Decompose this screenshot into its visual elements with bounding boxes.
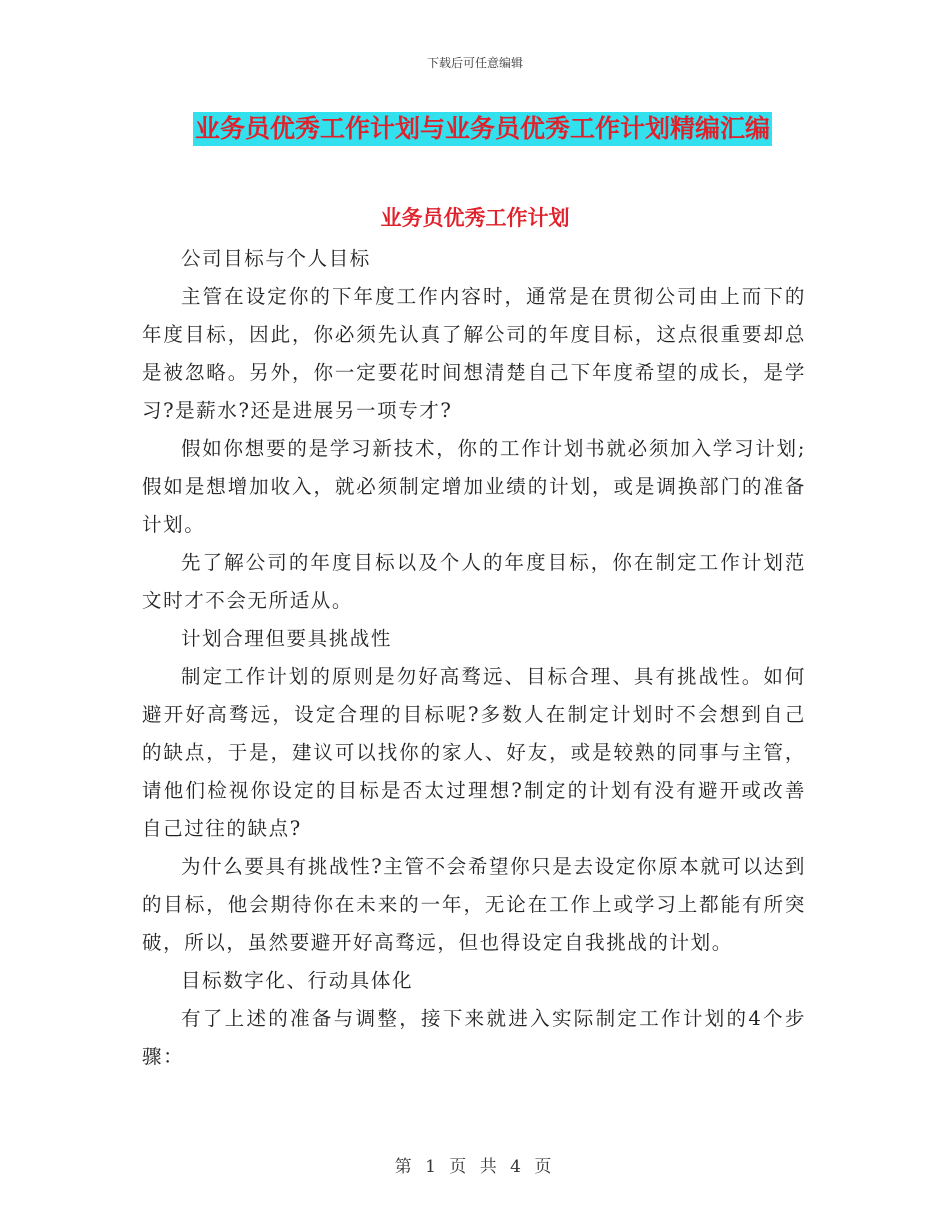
paragraph: 先了解公司的年度目标以及个人的年度目标，你在制定工作计划范文时才不会无所适从。 (142, 551, 806, 612)
paragraph: 主管在设定你的下年度工作内容时，通常是在贯彻公司由上而下的年度目标，因此，你必须先认真了解公司的年度目标，这点很重要却总是被忽略。另外，你一定要花时间想清楚自己下年度希望的成长，是学习?是薪水?还是进展另一项专才? (142, 285, 806, 422)
paragraph: 假如你想要的是学习新技术，你的工作计划书就必须加入学习计划;假如是想增加收入，就必须制定增加业绩的计划，或是调换部门的准备计划。 (142, 437, 806, 536)
heading-reasonable-challenging: 计划合理但要具挑战性 (181, 627, 393, 650)
header-note: 下载后可任意编辑 (426, 56, 523, 70)
heading-company-personal-goals: 公司目标与个人目标 (181, 247, 371, 270)
document-body (142, 240, 806, 1076)
paragraph: 为什么要具有挑战性?主管不会希望你只是去设定你原本就可以达到的目标，他会期待你在未来的一年，无论在工作上或学习上都能有所突破，所以，虽然要避开好高骛远，但也得设定自我挑战的计划。 (142, 855, 806, 954)
paragraph: 制定工作计划的原则是勿好高骛远、目标合理、具有挑战性。如何避开好高骛远，设定合理的目标呢?多数人在制定计划时不会想到自己的缺点，于是，建议可以找你的家人、好友，或是较熟的同事与主管，请他们检视你设定的目标是否太过理想?制定的计划有没有避开或改善自己过往的缺点? (142, 665, 806, 840)
paragraph: 有了上述的准备与调整，接下来就进入实际制定工作计划的4个步骤： (142, 1007, 806, 1068)
document-title: 业务员优秀工作计划与业务员优秀工作计划精编汇编 (193, 112, 772, 146)
page-number: 第 1 页 共 4 页 (394, 1157, 556, 1177)
section-title: 业务员优秀工作计划 (380, 206, 570, 230)
heading-quantify-goals: 目标数字化、行动具体化 (181, 969, 414, 992)
